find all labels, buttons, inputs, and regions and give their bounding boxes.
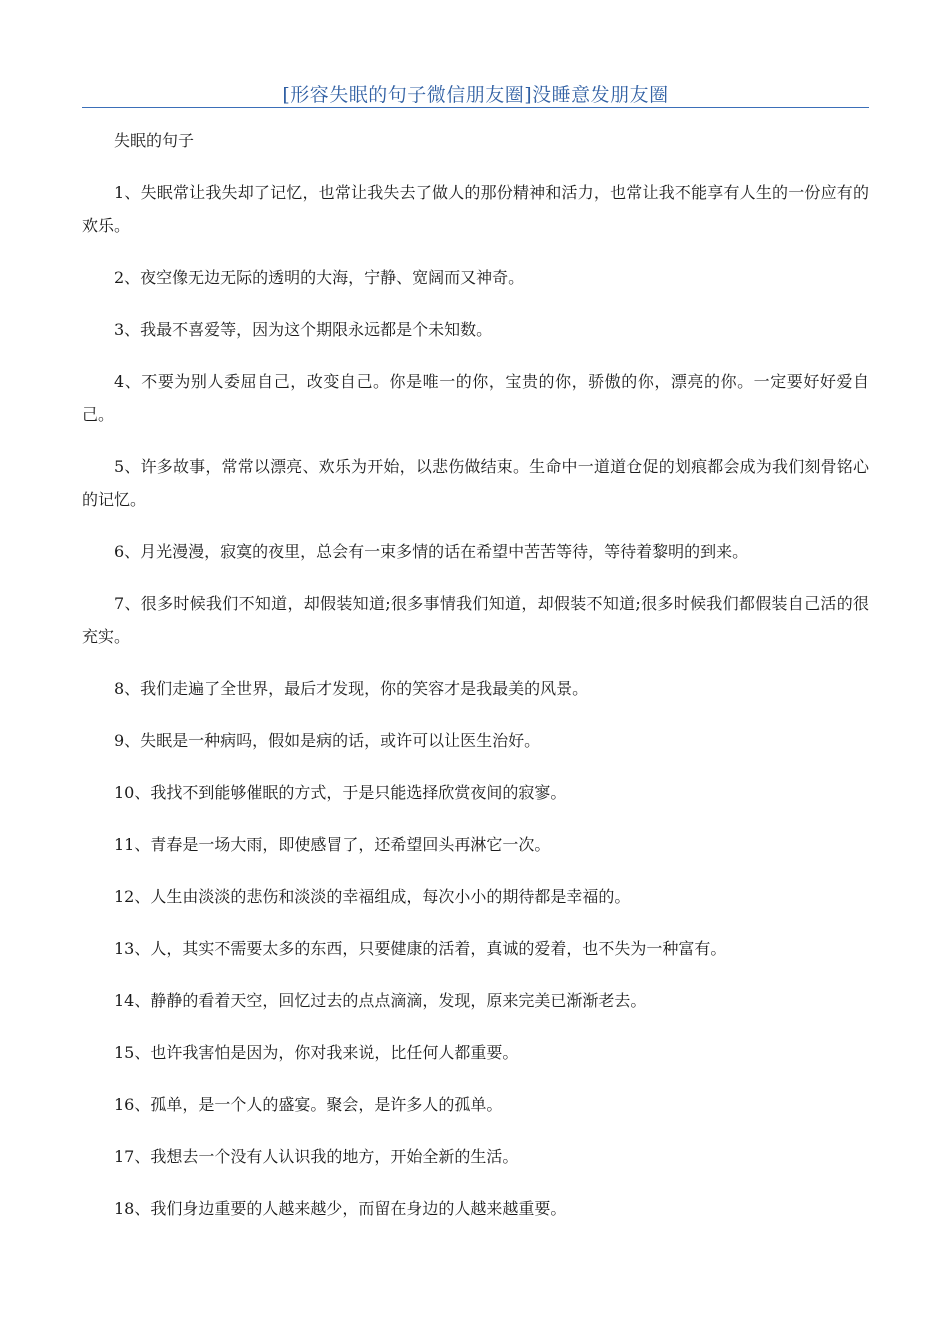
- paragraph-12: 12、人生由淡淡的悲伤和淡淡的幸福组成，每次小小的期待都是幸福的。: [114, 887, 631, 906]
- paragraph-13: 13、人，其实不需要太多的东西，只要健康的活着，真诚的爱着，也不失为一种富有。: [114, 939, 727, 958]
- document-body: [82, 124, 869, 1244]
- paragraph-2: 2、夜空像无边无际的透明的大海，宁静、宽阔而又神奇。: [114, 268, 525, 287]
- paragraph-7: 7、很多时候我们不知道，却假装知道;很多事情我们知道，却假装不知道;很多时候我们都假装自己活的很充实。: [82, 594, 869, 646]
- paragraph-15: 15、也许我害怕是因为，你对我来说，比任何人都重要。: [114, 1043, 519, 1062]
- header-divider: [82, 107, 869, 108]
- paragraph-1: 1、失眠常让我失却了记忆，也常让我失去了做人的那份精神和活力，也常让我不能享有人生的一份应有的欢乐。: [82, 183, 869, 235]
- paragraph-5: 5、许多故事，常常以漂亮、欢乐为开始，以悲伤做结束。生命中一道道仓促的划痕都会成为我们刻骨铭心的记忆。: [82, 457, 869, 509]
- paragraph-14: 14、静静的看着天空，回忆过去的点点滴滴，发现，原来完美已渐渐老去。: [114, 991, 647, 1010]
- paragraph-3: 3、我最不喜爱等，因为这个期限永远都是个未知数。: [114, 320, 493, 339]
- section-title: 失眠的句子: [114, 131, 195, 150]
- paragraph-18: 18、我们身边重要的人越来越少，而留在身边的人越来越重要。: [114, 1199, 567, 1218]
- paragraph-8: 8、我们走遍了全世界，最后才发现，你的笑容才是我最美的风景。: [114, 679, 589, 698]
- paragraph-4: 4、不要为别人委屈自己，改变自己。你是唯一的你，宝贵的你，骄傲的你，漂亮的你。一定要好好爱自己。: [82, 372, 869, 424]
- page-header-title: [形容失眠的句子微信朋友圈]没睡意发朋友圈: [282, 84, 669, 106]
- paragraph-9: 9、失眠是一种病吗，假如是病的话，或许可以让医生治好。: [114, 731, 541, 750]
- paragraph-6: 6、月光漫漫，寂寞的夜里，总会有一束多情的话在希望中苦苦等待，等待着黎明的到来。: [114, 542, 749, 561]
- paragraph-10: 10、我找不到能够催眠的方式，于是只能选择欣赏夜间的寂寥。: [114, 783, 567, 802]
- paragraph-17: 17、我想去一个没有人认识我的地方，开始全新的生活。: [114, 1147, 519, 1166]
- paragraph-11: 11、青春是一场大雨，即使感冒了，还希望回头再淋它一次。: [114, 835, 551, 854]
- paragraph-16: 16、孤单，是一个人的盛宴。聚会，是许多人的孤单。: [114, 1095, 503, 1114]
